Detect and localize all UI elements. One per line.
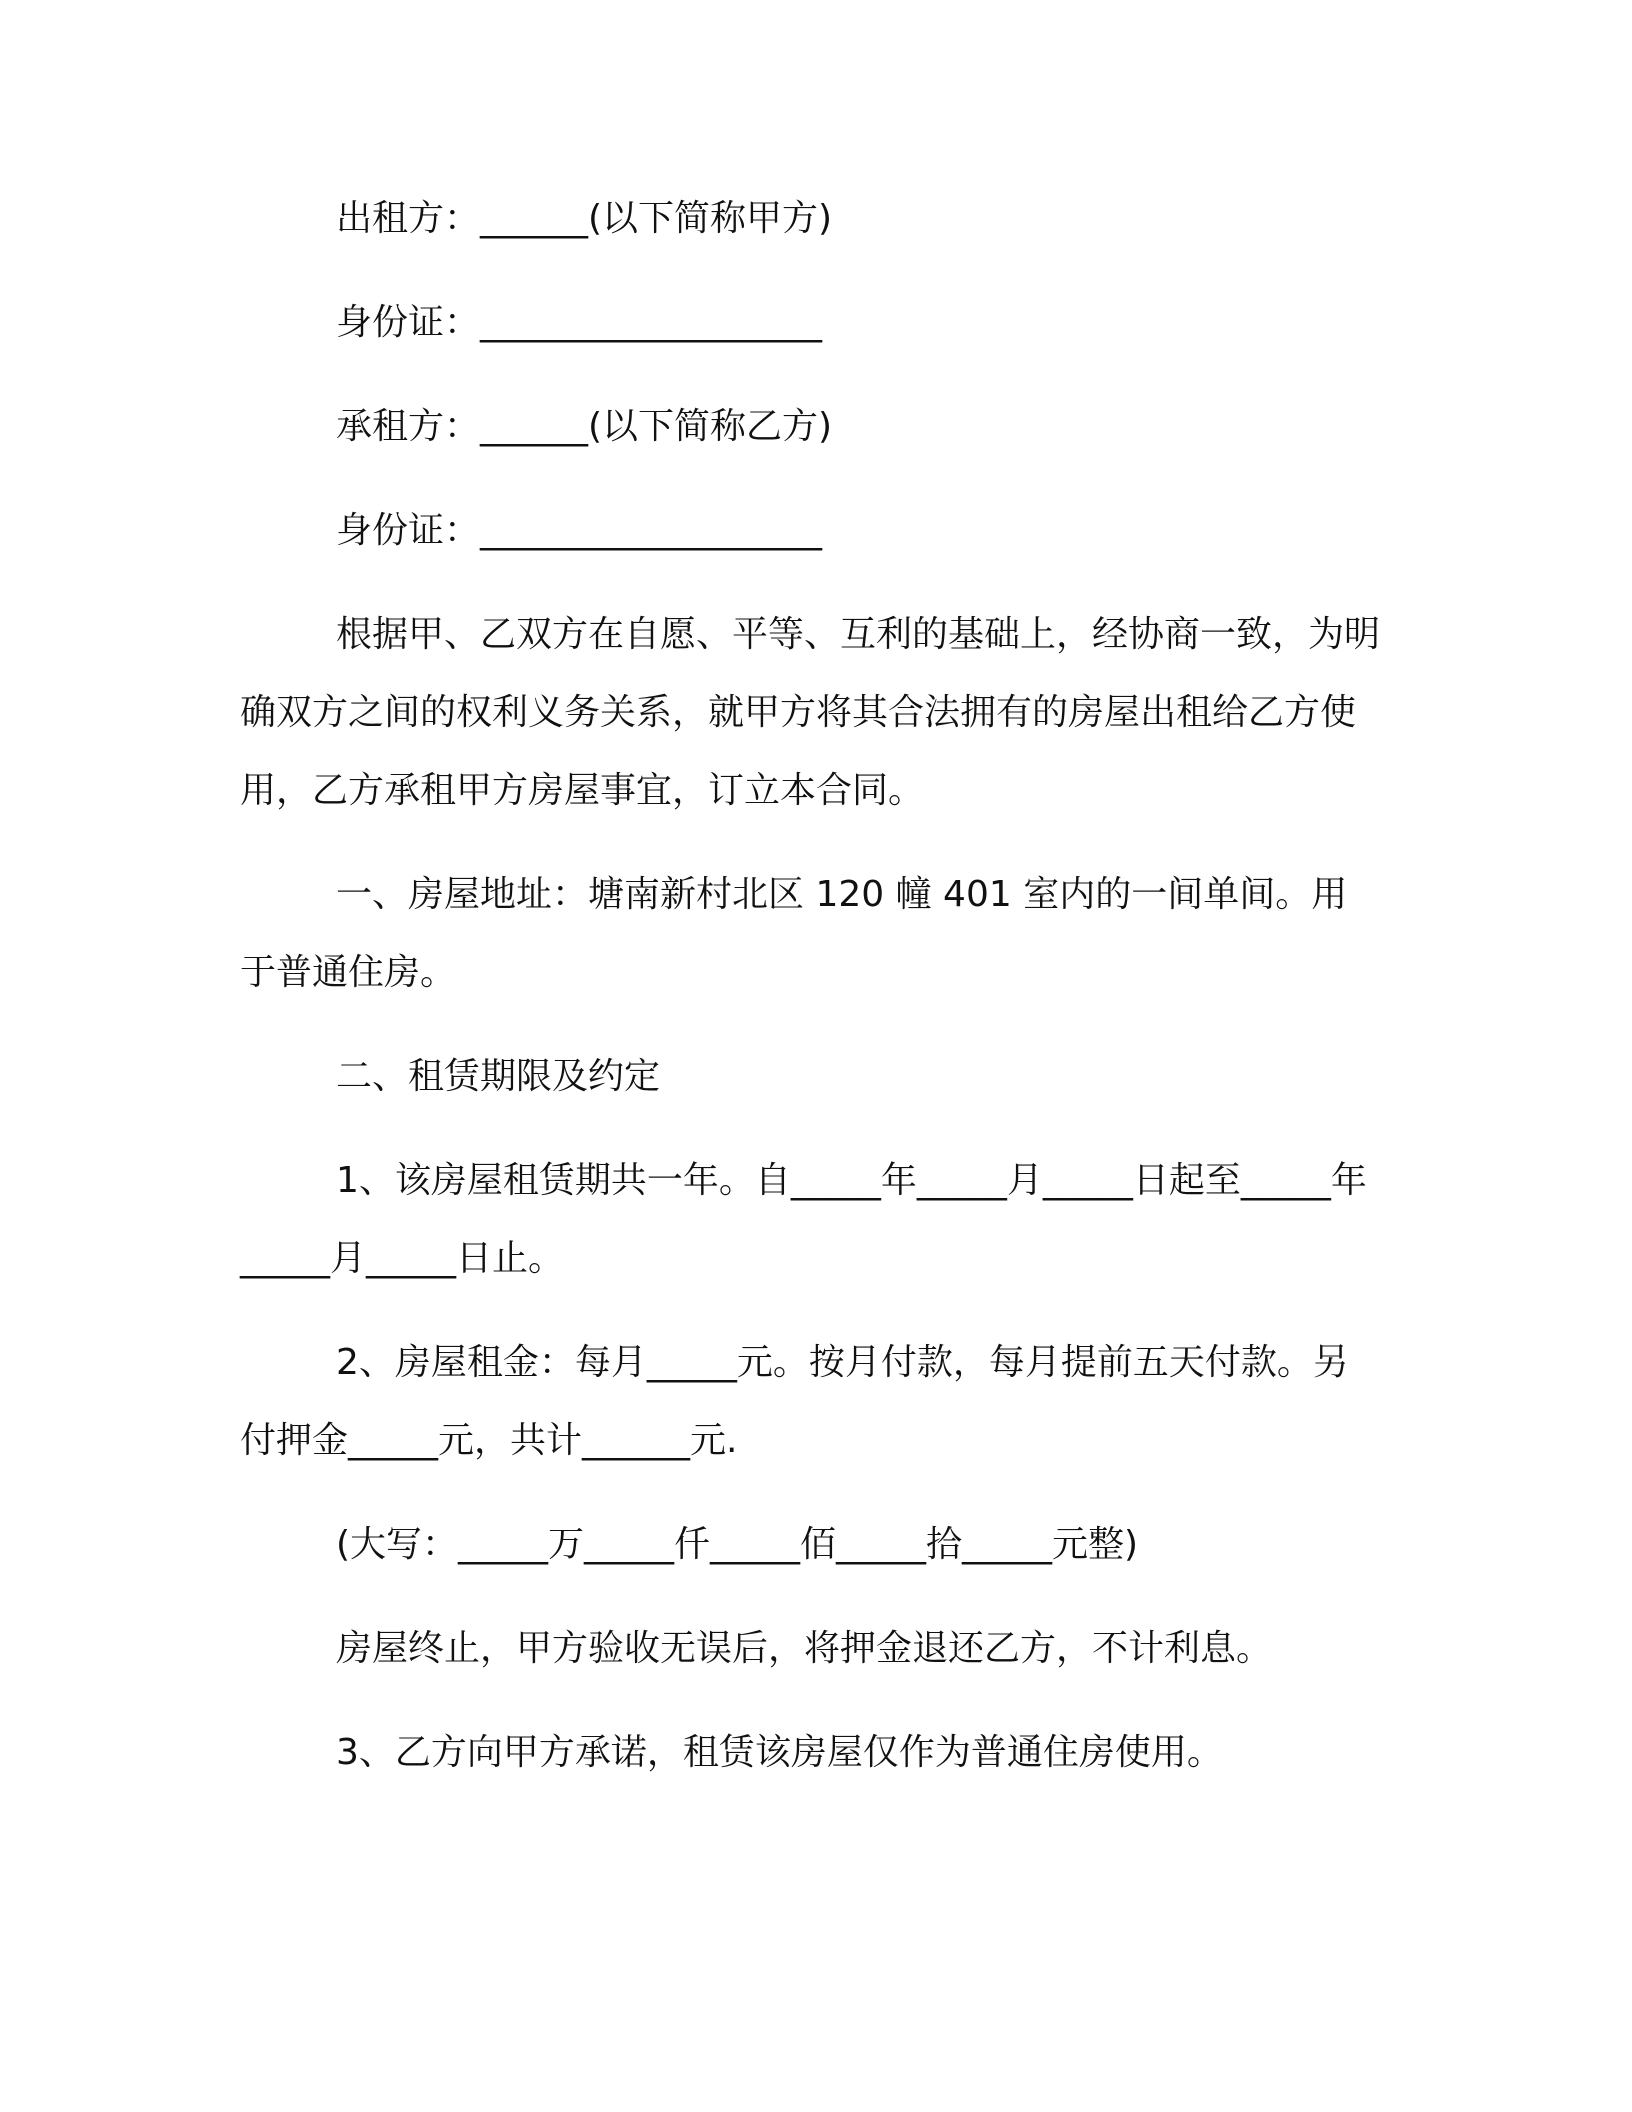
preamble-paragraph: 根据甲、乙双方在自愿、平等、互利的基础上，经协商一致，为明确双方之间的权利义务关系，就甲方将其合法拥有的房屋出租给乙方使用，乙方承租甲方房屋事宜，订立本合同。 [240, 614, 1381, 811]
clause-2-2-rent: 2、房屋租金：每月_____元。按月付款，每月提前五天付款。另付押金_____元，共计______元. [240, 1342, 1349, 1461]
deposit-refund: 房屋终止，甲方验收无误后，将押金退还乙方，不计利息。 [336, 1628, 1273, 1669]
lessor-line: 出租方：______(以下简称甲方) [336, 198, 833, 239]
lessee-line: 承租方：______(以下简称乙方) [336, 406, 833, 447]
amount-in-words: (大写：_____万_____仟_____佰_____拾_____元整) [336, 1524, 1139, 1565]
lessee-id-line: 身份证：___________________ [336, 510, 823, 551]
clause-2-3-usage: 3、乙方向甲方承诺，租赁该房屋仅作为普通住房使用。 [336, 1732, 1223, 1773]
document-body [240, 180, 1380, 1818]
clause-2-heading: 二、租赁期限及约定 [336, 1056, 661, 1097]
clause-1-address: 一、房屋地址：塘南新村北区 120 幢 401 室内的一间单间。用于普通住房。 [240, 874, 1348, 993]
clause-2-1-term: 1、该房屋租赁期共一年。自_____年_____月_____日起至_____年_____月_____日止。 [240, 1160, 1367, 1279]
lessor-id-line: 身份证：___________________ [336, 302, 823, 343]
